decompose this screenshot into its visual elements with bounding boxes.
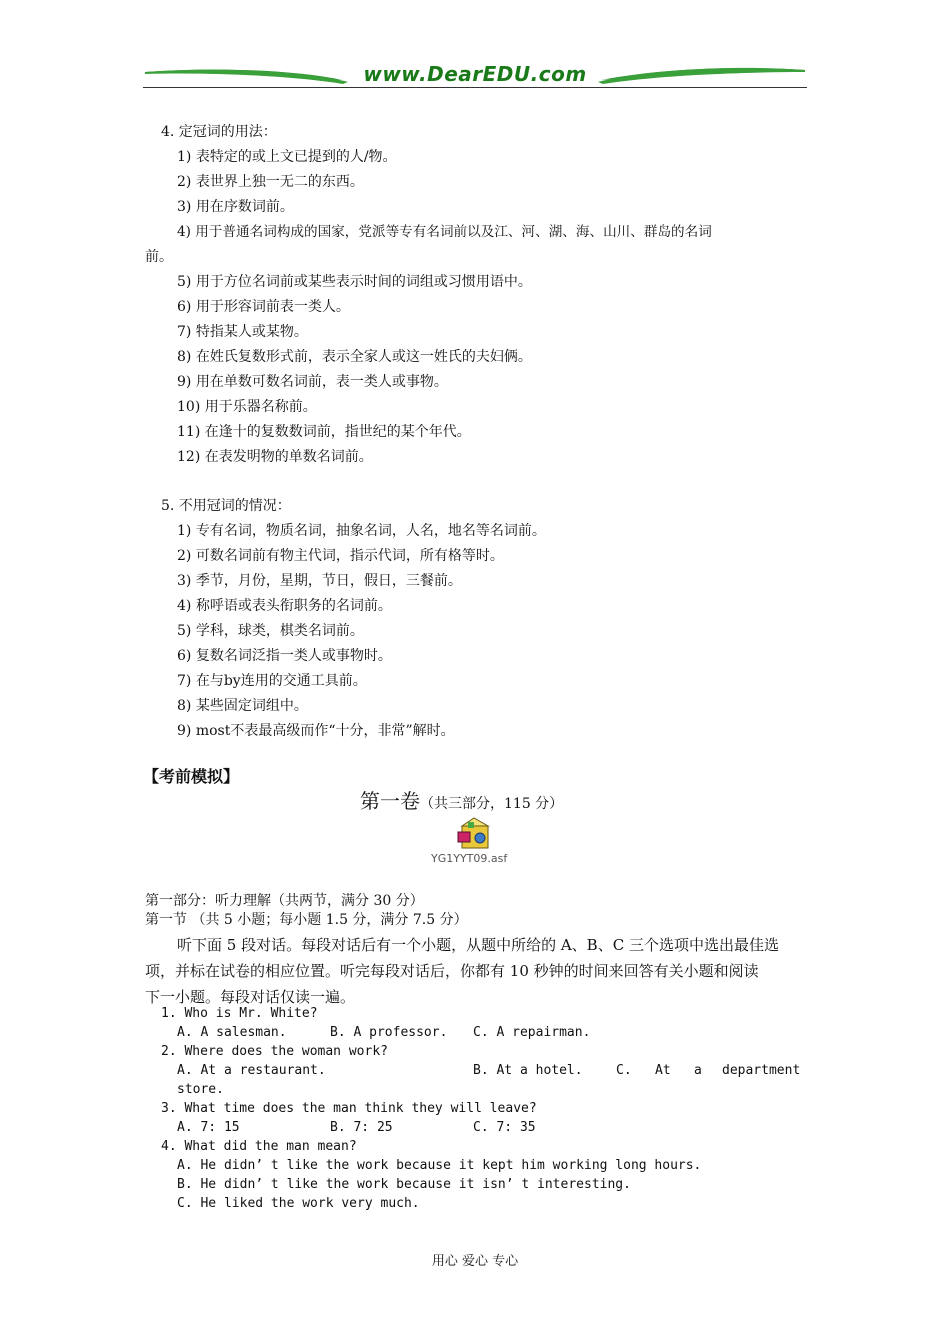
list-item: 3) 季节，月份，星期，节日，假日，三餐前。 bbox=[177, 573, 462, 589]
list-item: 2) 可数名词前有物主代词，指示代词，所有格等时。 bbox=[177, 548, 504, 564]
list-item: 8) 某些固定词组中。 bbox=[177, 698, 308, 714]
header-divider bbox=[143, 87, 807, 88]
audio-file-icon[interactable] bbox=[454, 812, 494, 852]
list-item: 3) 用在序数词前。 bbox=[177, 199, 294, 215]
list-item: 10) 用于乐器名称前。 bbox=[177, 399, 317, 415]
list-item: 8) 在姓氏复数形式前，表示全家人或这一姓氏的夫妇俩。 bbox=[177, 349, 532, 365]
list-item: 4) 称呼语或表头衔职务的名词前。 bbox=[177, 598, 392, 614]
section4-title: 4. 定冠词的用法： bbox=[161, 124, 277, 140]
volume-label: 第一卷 bbox=[360, 789, 420, 813]
list-item: 1) 专有名词，物质名词，抽象名词，人名，地名等名词前。 bbox=[177, 523, 546, 539]
list-item: 9) 用在单数可数名词前，表一类人或事物。 bbox=[177, 374, 448, 390]
site-logo-text: www.DearEDU.com bbox=[363, 62, 587, 86]
list-item: 5) 用于方位名词前或某些表示时间的词组或习惯用语中。 bbox=[177, 274, 532, 290]
list-item: 1) 表特定的或上文已提到的人/物。 bbox=[177, 149, 397, 165]
option-b: B. 7: 25 bbox=[330, 1120, 393, 1135]
question-2: 2. Where does the woman work? bbox=[161, 1044, 388, 1059]
question-3: 3. What time does the man think they will leave? bbox=[161, 1101, 537, 1116]
list-item-continued: 前。 bbox=[145, 249, 173, 265]
section5-title: 5. 不用冠词的情况： bbox=[161, 498, 291, 514]
volume-note: （共三部分，115 分） bbox=[420, 796, 564, 812]
audio-file-name[interactable]: YG1YYT09.asf bbox=[431, 852, 508, 865]
instruction-line: 听下面 5 段对话。每段对话后有一个小题，从题中所给的 A、B、C 三个选项中选出最佳选 bbox=[177, 936, 779, 954]
option-a: A. A salesman. bbox=[177, 1025, 287, 1040]
option-a: A. 7: 15 bbox=[177, 1120, 240, 1135]
list-item: 4) 用于普通名词构成的国家，党派等专有名词前以及江、河、湖、海、山川、群岛的名词 bbox=[177, 224, 712, 240]
volume-title bbox=[360, 789, 564, 813]
list-item: 6) 用于形容词前表一类人。 bbox=[177, 299, 350, 315]
option-b: B. At a hotel. bbox=[473, 1063, 583, 1078]
option-c: C. 7: 35 bbox=[473, 1120, 536, 1135]
option-c-label: C. bbox=[616, 1063, 632, 1078]
list-item: 2) 表世界上独一无二的东西。 bbox=[177, 174, 364, 190]
option-a: A. At a restaurant. bbox=[177, 1063, 326, 1078]
option-b: B. A professor. bbox=[330, 1025, 448, 1040]
exam-heading: 【考前模拟】 bbox=[143, 767, 240, 786]
list-item: 9) most不表最高级而作“十分，非常”解时。 bbox=[177, 723, 455, 739]
option-c: C. A repairman. bbox=[473, 1025, 591, 1040]
list-item: 5) 学科，球类，棋类名词前。 bbox=[177, 623, 364, 639]
option-c-word: At bbox=[655, 1063, 671, 1078]
list-item: 7) 特指某人或某物。 bbox=[177, 324, 308, 340]
option-c-continued: store. bbox=[177, 1082, 224, 1097]
question-1: 1. Who is Mr. White? bbox=[161, 1006, 318, 1021]
option-a: A. He didn’ t like the work because it kept him working long hours. bbox=[177, 1158, 702, 1173]
page-footer: 用心 爱心 专心 bbox=[431, 1254, 519, 1269]
option-b: B. He didn’ t like the work because it isn’ t interesting. bbox=[177, 1177, 631, 1192]
list-item: 12) 在表发明物的单数名词前。 bbox=[177, 449, 373, 465]
option-c: C. He liked the work very much. bbox=[177, 1196, 420, 1211]
option-c-word: department bbox=[722, 1063, 801, 1078]
instruction-line: 下一小题。每段对话仅读一遍。 bbox=[145, 988, 356, 1006]
option-c-word: a bbox=[694, 1063, 702, 1078]
instruction-line: 项，并标在试卷的相应位置。听完每段对话后，你都有 10 秒钟的时间来回答有关小题和阅读 bbox=[145, 962, 759, 980]
section1-title: 第一节 （共 5 小题；每小题 1.5 分，满分 7.5 分） bbox=[145, 912, 468, 928]
question-4: 4. What did the man mean? bbox=[161, 1139, 357, 1154]
list-item: 11) 在逢十的复数数词前，指世纪的某个年代。 bbox=[177, 424, 471, 440]
part1-title: 第一部分：听力理解（共两节，满分 30 分） bbox=[145, 893, 424, 909]
list-item: 6) 复数名词泛指一类人或事物时。 bbox=[177, 648, 392, 664]
list-item: 7) 在与by连用的交通工具前。 bbox=[177, 673, 367, 689]
